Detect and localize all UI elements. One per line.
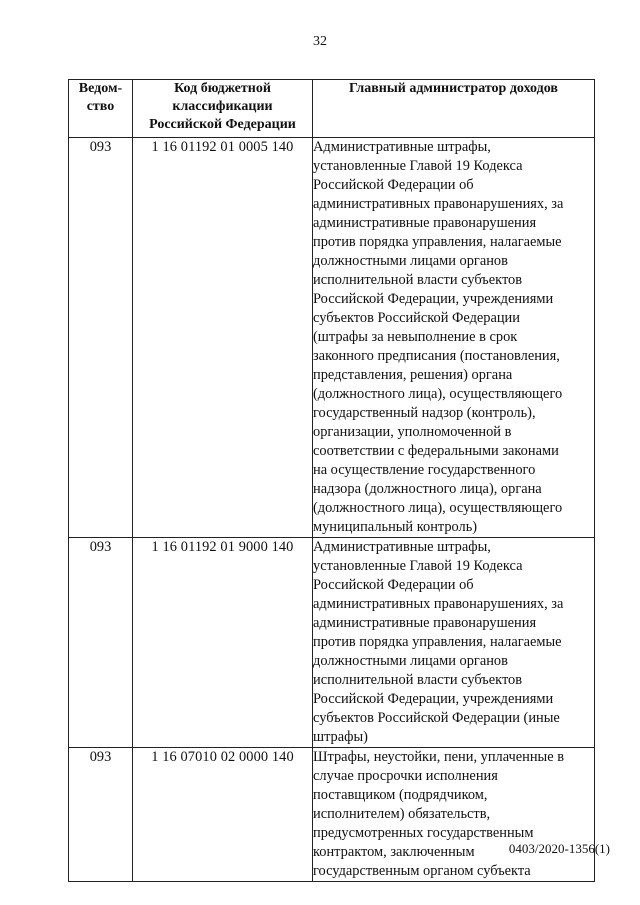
header-dept-line: ство bbox=[86, 99, 115, 114]
description-line: административных правонарушениях, за bbox=[313, 196, 564, 212]
description-line: должностными лицами органов bbox=[313, 653, 508, 669]
document-code: 0403/2020-1356(1) bbox=[508, 841, 610, 856]
description-line: Российской Федерации об bbox=[313, 577, 474, 593]
description-line: установленные Главой 19 Кодекса bbox=[313, 158, 523, 174]
table-row bbox=[69, 138, 595, 538]
header-code-line: классификации bbox=[172, 99, 273, 114]
description-line: (должностного лица), осуществляющего bbox=[313, 386, 563, 402]
header-dept-line: Ведом- bbox=[78, 81, 123, 96]
table-header-row bbox=[69, 80, 595, 138]
description-line: административные правонарушения bbox=[313, 215, 537, 231]
description-line: надзора (должностного лица), органа bbox=[313, 481, 542, 497]
dept-cell: 093 bbox=[69, 538, 133, 748]
code-cell: 1 16 07010 02 0000 140 bbox=[133, 748, 313, 882]
description-line: против порядка управления, налагаемые bbox=[313, 634, 562, 650]
description-line: исполнителем) обязательств, bbox=[313, 806, 491, 822]
description-line: предусмотренных государственным bbox=[313, 825, 534, 841]
table-row bbox=[69, 748, 595, 882]
description-line: контрактом, заключенным bbox=[313, 844, 475, 860]
table-row bbox=[69, 538, 595, 748]
description-line: против порядка управления, налагаемые bbox=[313, 234, 562, 250]
description-line: муниципальный контроль) bbox=[313, 519, 478, 535]
description-line: субъектов Российской Федерации bbox=[313, 310, 520, 326]
description-line: Российской Федерации, учреждениями bbox=[313, 691, 554, 707]
header-code bbox=[133, 80, 313, 138]
description-line: Штрафы, неустойки, пени, уплаченные в bbox=[313, 749, 564, 765]
description-line: административных правонарушениях, за bbox=[313, 596, 564, 612]
description-line: государственный надзор (контроль), bbox=[313, 405, 536, 421]
description-line: установленные Главой 19 Кодекса bbox=[313, 558, 523, 574]
budget-classification-table bbox=[68, 79, 595, 882]
description-line: случае просрочки исполнения bbox=[313, 768, 498, 784]
description-line: должностными лицами органов bbox=[313, 253, 508, 269]
description-cell bbox=[313, 138, 595, 538]
description-line: исполнительной власти субъектов bbox=[313, 672, 523, 688]
code-cell: 1 16 01192 01 0005 140 bbox=[133, 138, 313, 538]
code-cell: 1 16 01192 01 9000 140 bbox=[133, 538, 313, 748]
header-admin: Главный администратор доходов bbox=[313, 80, 595, 138]
header-dept bbox=[69, 80, 133, 138]
dept-cell: 093 bbox=[69, 748, 133, 882]
description-line: (должностного лица), осуществляющего bbox=[313, 500, 563, 516]
header-code-line: Код бюджетной bbox=[174, 81, 271, 96]
description-line: на осуществление государственного bbox=[313, 462, 536, 478]
description-line: субъектов Российской Федерации (иные bbox=[313, 710, 560, 726]
page-number: 32 bbox=[313, 34, 327, 49]
dept-cell: 093 bbox=[69, 138, 133, 538]
description-line: Российской Федерации об bbox=[313, 177, 474, 193]
description-line: поставщиком (подрядчиком, bbox=[313, 787, 488, 803]
description-line: (штрафы за невыполнение в срок bbox=[313, 329, 518, 345]
description-cell bbox=[313, 538, 595, 748]
description-line: административные правонарушения bbox=[313, 615, 537, 631]
description-line: Административные штрафы, bbox=[313, 539, 491, 555]
description-line: представления, решения) органа bbox=[313, 367, 513, 383]
description-line: Административные штрафы, bbox=[313, 139, 491, 155]
description-line: Российской Федерации, учреждениями bbox=[313, 291, 554, 307]
description-line: исполнительной власти субъектов bbox=[313, 272, 523, 288]
description-line: штрафы) bbox=[313, 729, 368, 745]
description-cell bbox=[313, 748, 595, 882]
description-line: государственным органом субъекта bbox=[313, 863, 531, 879]
description-line: соответствии с федеральными законами bbox=[313, 443, 559, 459]
description-line: организации, уполномоченной в bbox=[313, 424, 512, 440]
header-code-line: Российской Федерации bbox=[149, 117, 296, 132]
description-line: законного предписания (постановления, bbox=[313, 348, 560, 364]
